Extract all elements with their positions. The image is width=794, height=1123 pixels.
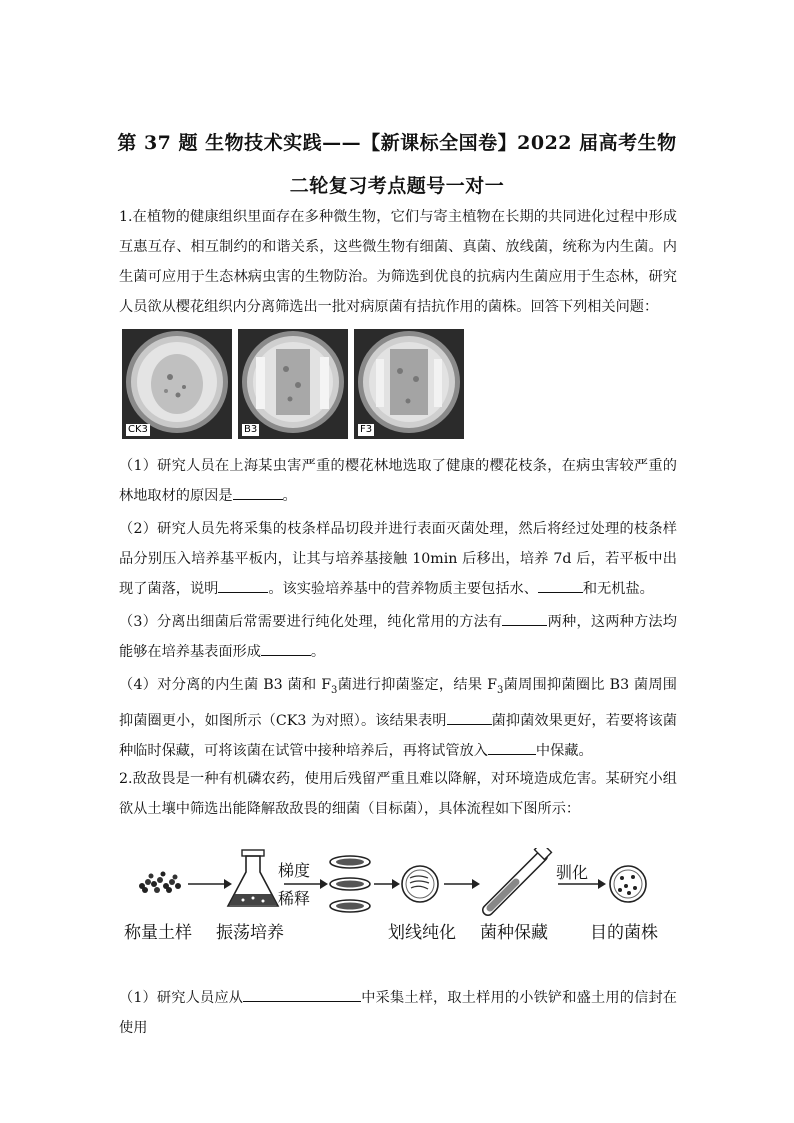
arrow-icon [374,879,400,889]
answer-blank[interactable] [447,709,492,725]
q1-sub4-text: （4）对分离的内生菌 B3 菌和 F [119,677,332,693]
shake-flask-icon [228,850,278,906]
plate-label-f3-text: F3 [360,424,373,435]
q1-sub3-end: 。 [310,644,326,660]
q1-sub3-text: （3）分离出细菌后常需要进行纯化处理，纯化常用的方法有 [119,614,503,630]
arrow-icon [444,879,480,889]
q2-sub1 [119,983,677,1043]
q1-sub2-mid: 。该实验培养基中的营养物质主要包括水、 [268,581,538,597]
q2-sub1-end: 中采集土样，取土样用的小铁铲和盛土用的信封在使用 [119,990,677,1036]
flow-step-label: 振荡培养 [216,923,284,943]
subscript: 3 [331,684,338,696]
streak-plate-icon [402,866,438,902]
page-title-line1: 第 37 题 生物技术实践——【新课标全国卷】2022 届高考生物 [117,132,677,154]
plate-label-f3 [358,424,374,436]
plate-photo-b3 [238,329,348,439]
q1-sub4-text2: 菌进行抑菌鉴定，结果 F [337,677,497,693]
subscript: 3 [496,684,504,696]
plate-label-b3: B3 [244,424,258,435]
flow-step-label: 菌种保藏 [480,923,548,943]
flow-arrow-label-bottom: 稀释 [278,889,311,908]
page-title-line2: 二轮复习考点题号一对一 [289,175,505,197]
q1-sub2-end: 和无机盐。 [582,581,654,597]
arrow-icon [188,879,232,889]
q1-sub3-mid: 两种，这两种方法均能够在培养基表面形成 [119,614,677,660]
q1-sub1-end: 。 [282,488,297,504]
flow-step-label: 划线纯化 [388,923,456,943]
q1-sub2-text: （2）研究人员先将采集的枝条样品切段并进行表面灭菌处理，然后将经过处理的枝条样品分别压入培养基平板内，让其与培养基接触 10min 后移出，培养 7d 后，若平板中出现了菌落，说明 [119,521,677,597]
answer-blank[interactable] [243,986,361,1002]
flow-arrow-label-tame: 驯化 [556,863,589,882]
flow-diagram [124,848,688,948]
q1-sub4-end: 中保藏。 [535,742,593,759]
answer-blank[interactable] [538,577,583,593]
stacked-plates-icon [330,856,370,912]
q1-intro: 1.在植物的健康组织里面存在多种微生物，它们与寄主植物在长期的共同进化过程中形成互惠互存、相互制约的和谐关系，这些微生物有细菌、真菌、放线菌，统称为内生菌。内生菌可应用于生态林病虫害的生物防治。为筛选到优良的抗病内生菌应用于生态林，研究人员欲从樱花组织内分离筛选出一批对病原菌有拮抗作用的菌株。回答下列相关问题： [119,209,677,315]
q1-sub4-text3: 菌周围抑菌圈比 B3 菌周围抑菌圈更小，如图所示（CK3 为对照）。该结果表明 [119,677,677,729]
target-plate-icon [610,866,646,902]
answer-blank[interactable] [488,739,536,755]
q1-sub2 [119,514,677,604]
answer-blank[interactable] [233,484,283,500]
q1-sub3 [119,607,677,667]
flow-arrow-label-top: 梯度 [278,861,311,880]
soil-sample-icon [139,872,181,894]
flow-step-label: 称量土样 [124,923,192,943]
q1-sub1-text: （1）研究人员在上海某虫害严重的樱花林地选取了健康的樱花枝条，在病虫害较严重的林地取材的原因是 [119,458,677,504]
q1-sub4-text4: 菌抑菌效果更好，若要将该菌种临时保藏，可将该菌在试管中接种培养后，再将试管放入 [119,712,677,759]
q1-sub1 [119,451,677,511]
answer-blank[interactable] [218,577,268,593]
answer-blank[interactable] [502,610,547,626]
answer-blank[interactable] [261,640,311,656]
plate-photo-ck3 [122,329,232,439]
q2-sub1-text: （1）研究人员应从 [119,990,244,1006]
q1-sub4 [119,670,677,766]
test-tube-icon [488,848,551,910]
flow-step-label: 目的菌株 [590,923,658,943]
plate-label-ck3: CK3 [128,424,148,435]
q2-intro: 2.敌敌畏是一种有机磷农药，使用后残留严重且难以降解，对环境造成危害。某研究小组欲从土壤中筛选出能降解敌敌畏的细菌（目标菌），具体流程如下图所示： [119,771,677,817]
plate-photo-f3 [354,329,464,439]
